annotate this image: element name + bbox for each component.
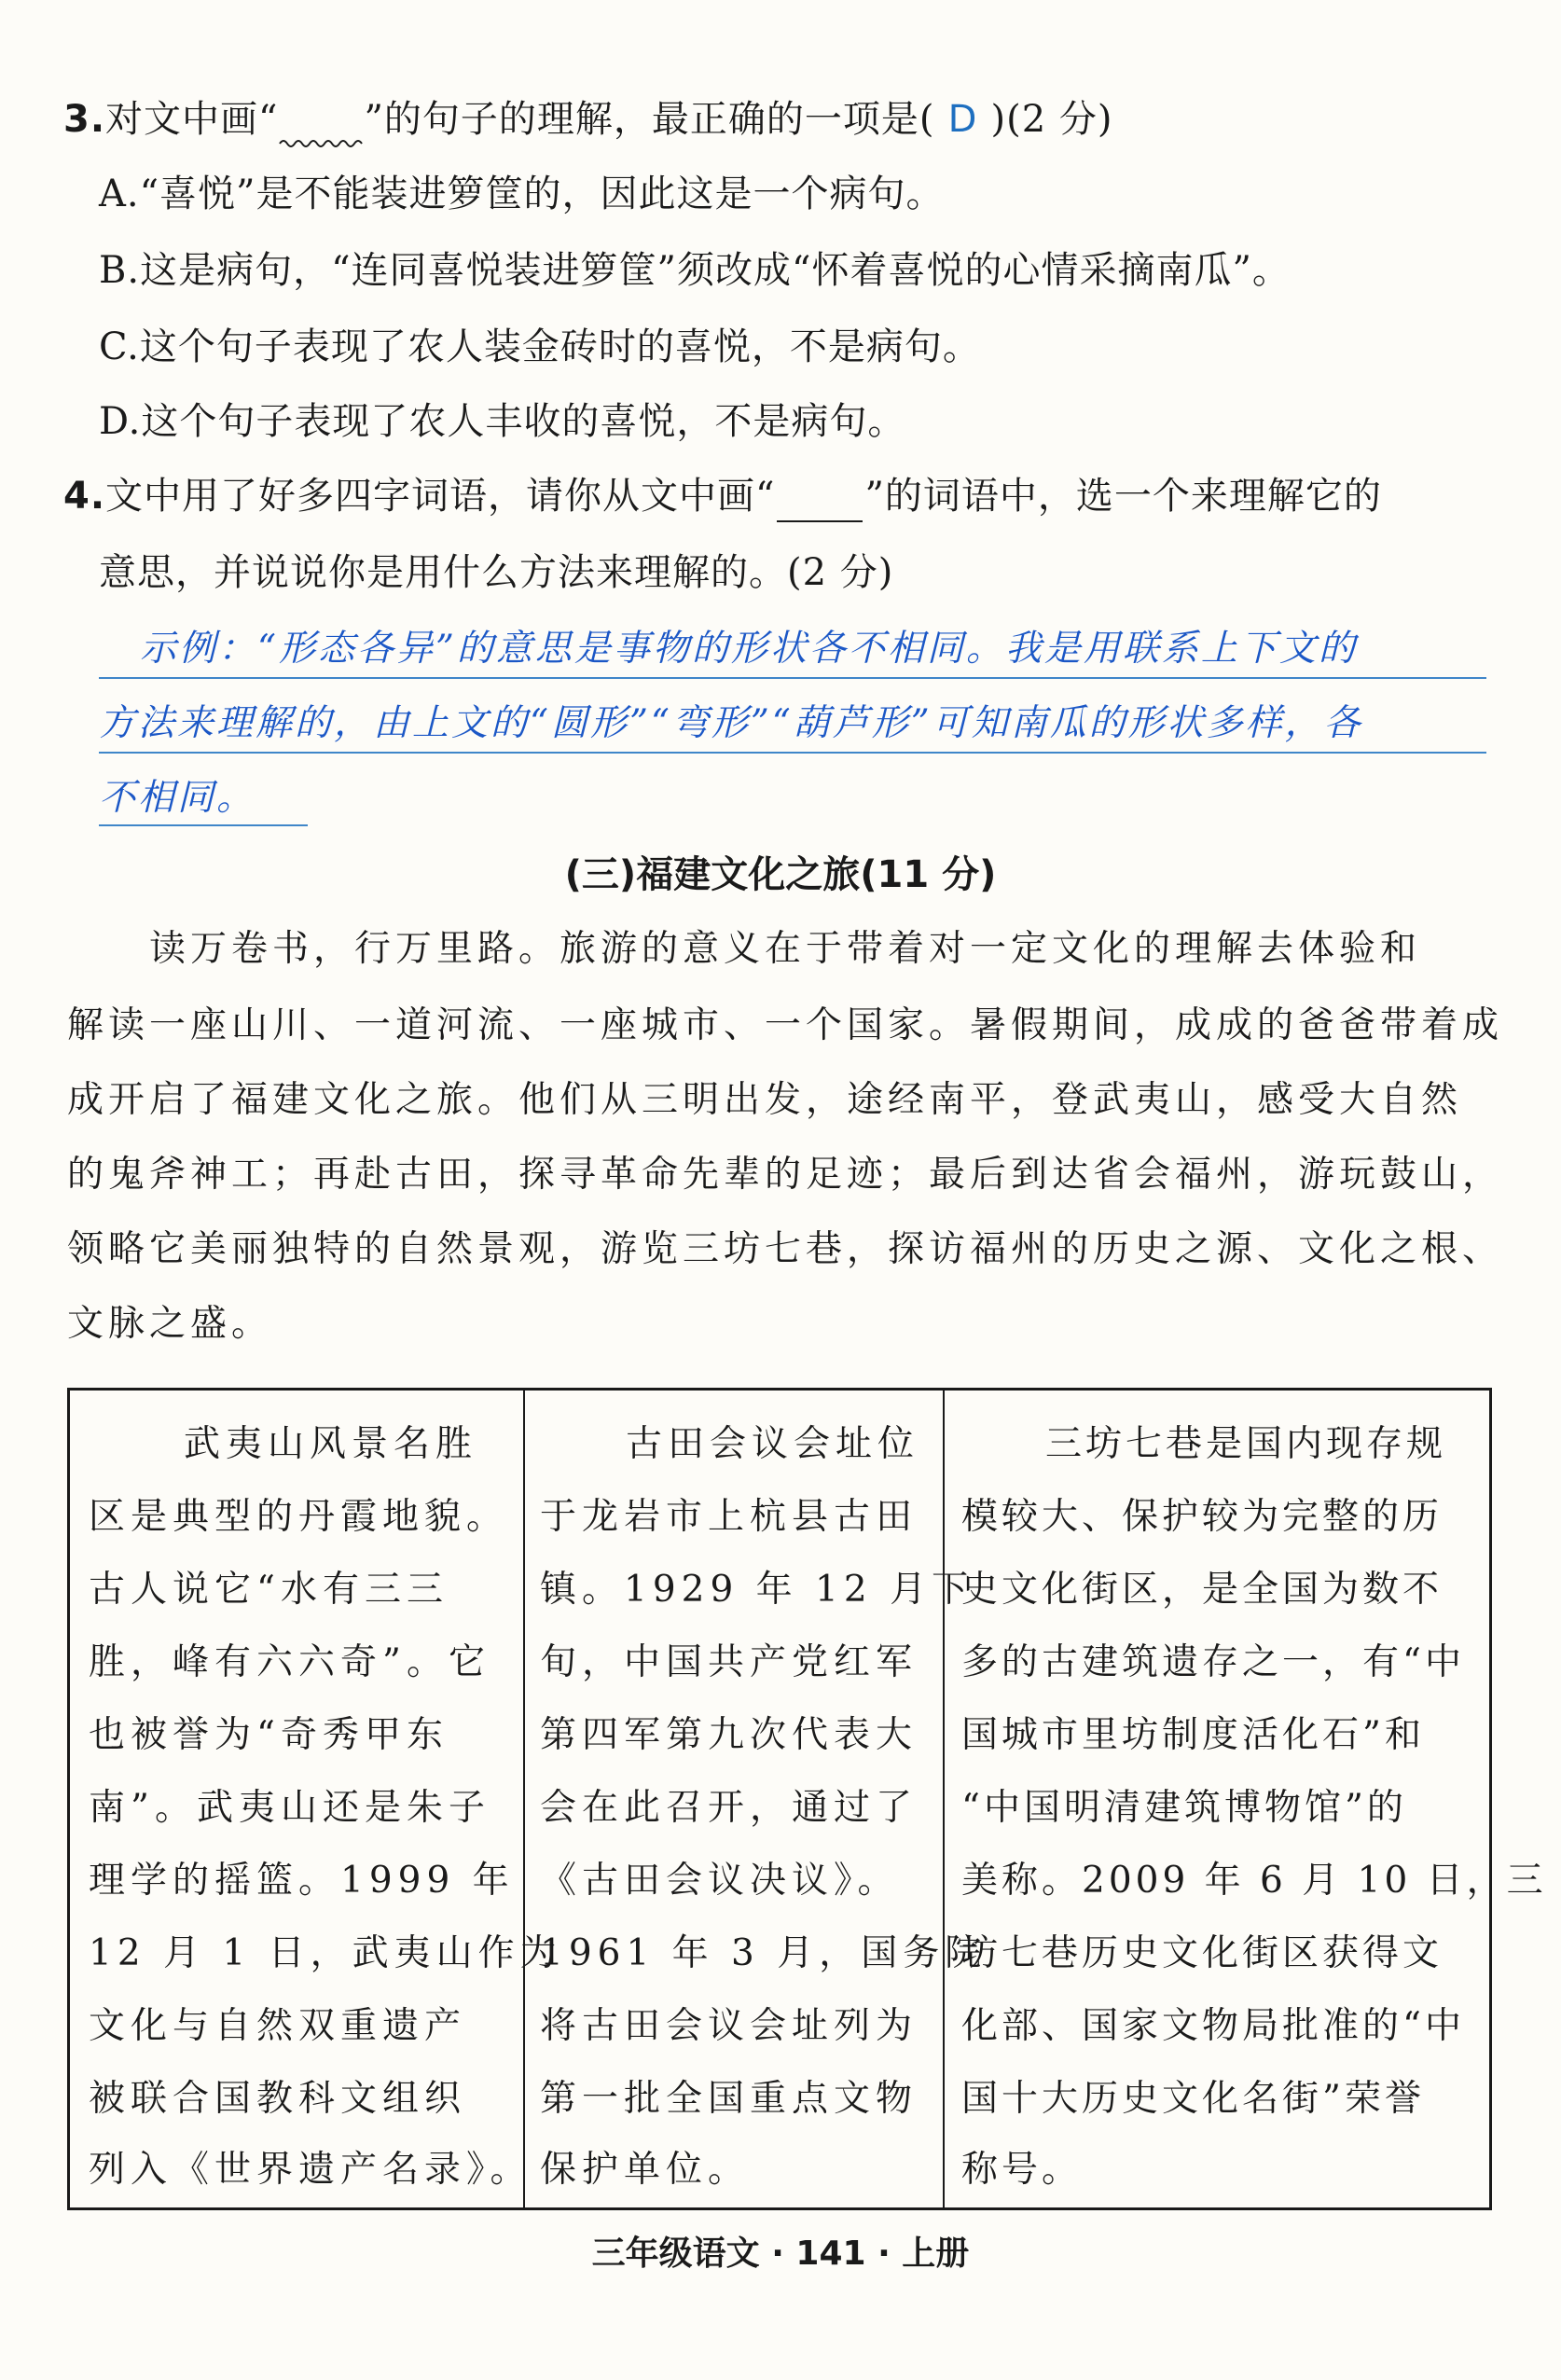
q4-underline-blank [777,485,863,522]
page-footer: 三年级语文 · 141 · 上册 [591,2235,970,2273]
sanfang-line: 三坊七巷是国内现存规 [1045,1423,1447,1465]
paragraph-line-6: 文脉之盛。 [67,1303,273,1345]
q4-stem-after: ”的词语中，选一个来理解它的 [864,475,1382,518]
q3-option-d: D.这个句子表现了农人丰收的喜悦，不是病句。 [99,400,906,443]
paragraph-line-5: 领略它美丽独特的自然景观，游览三坊七巷，探访福州的历史之源、文化之根、 [67,1228,1504,1270]
q3-option-a: A.“喜悦”是不能装进箩筐的，因此这是一个病句。 [99,173,945,215]
q4-answer-line-3: 不相同。 [99,777,256,819]
q3-stem-before: 对文中画“ [105,98,279,141]
wuyishan-line: 胜，峰有六六奇”。它 [89,1641,490,1683]
column-divider [523,1391,525,2207]
gutian-line: 第四军第九次代表大 [540,1714,919,1756]
sanfang-line: 化部、国家文物局批准的“中 [961,2005,1465,2047]
sanfang-line: 模较大、保护较为完整的历 [961,1496,1444,1538]
wuyishan-line: 古人说它“水有三三 [89,1569,449,1611]
gutian-line: 于龙岩市上杭县古田 [540,1496,919,1538]
q4-stem-line2: 意思，并说说你是用什么方法来理解的。(2 分) [99,551,894,594]
gutian-line: 1961 年 3 月，国务院 [540,1932,988,1974]
paragraph-line-3: 成开启了福建文化之旅。他们从三明出发，途经南平，登武夷山，感受大自然 [67,1079,1463,1121]
q4-stem-before: 文中用了好多四字词语，请你从文中画“ [105,475,776,518]
sanfang-line: 多的古建筑遗存之一，有“中 [961,1641,1465,1683]
answer-rule-1 [99,677,1486,679]
answer-rule-2 [99,752,1486,754]
gutian-line: 古田会议会址位 [626,1423,920,1465]
q4-number: 4. [63,475,106,518]
paragraph-line-4: 的鬼斧神工；再赴古田，探寻革命先辈的足迹；最后到达省会福州，游玩鼓山， [67,1154,1504,1196]
sanfang-line: “中国明清建筑博物馆”的 [961,1787,1407,1829]
q3-option-c: C.这个句子表现了农人装金砖时的喜悦，不是病句。 [99,325,981,368]
wuyishan-line: 理学的摇篮。1999 年 [89,1860,515,1902]
gutian-line: 将古田会议会址列为 [540,2005,919,2047]
q3-stem-after: ”的句子的理解，最正确的一项是( [364,98,935,141]
q3-option-b: B.这是病句，“连同喜悦装进箩筐”须改成“怀着喜悦的心情采摘南瓜”。 [99,249,1291,292]
gutian-line: 保护单位。 [540,2149,751,2191]
wuyishan-line: 武夷山风景名胜 [184,1423,478,1465]
gutian-line: 镇。1929 年 12 月下 [540,1569,974,1611]
paragraph-line-1: 读万卷书，行万里路。旅游的意义在于带着对一定文化的理解去体验和 [149,928,1422,970]
answer-rule-3 [99,824,308,826]
info-table [67,1388,1547,2210]
q3-answer: D [947,98,978,141]
wuyishan-line: 南”。武夷山还是朱子 [89,1787,490,1829]
sanfang-line: 史文化街区，是全国为数不 [961,1569,1444,1611]
wuyishan-line: 也被誉为“奇秀甲东 [89,1714,449,1756]
sanfang-line: 坊七巷历史文化街区获得文 [961,1932,1444,1974]
gutian-line: 旬，中国共产党红军 [540,1641,919,1683]
gutian-line: 《古田会议决议》。 [540,1860,900,1902]
q4-answer-line-2: 方法来理解的，由上文的“圆形”“弯形”“葫芦形”可知南瓜的形状多样，各 [99,702,1363,744]
sanfang-line: 国十大历史文化名街”荣誉 [961,2078,1425,2120]
q3-stem [63,93,1113,145]
q3-number: 3. [63,98,106,141]
gutian-line: 第一批全国重点文物 [540,2078,919,2120]
q3-wavy-blank [278,108,364,145]
sanfang-line: 美称。2009 年 6 月 10 日，三 [961,1860,1547,1902]
sanfang-line: 称号。 [961,2149,1083,2191]
wuyishan-line: 12 月 1 日，武夷山作为 [89,1932,562,1974]
column-divider [943,1391,945,2207]
wuyishan-line: 被联合国教科文组织 [89,2078,467,2120]
q4-stem [63,470,1382,522]
wuyishan-line: 列入《世界遗产名录》。 [89,2149,532,2191]
wuyishan-line: 文化与自然双重遗产 [89,2005,467,2047]
paragraph-line-2: 解读一座山川、一道河流、一座城市、一个国家。暑假期间，成成的爸爸带着成 [67,1004,1504,1046]
wuyishan-line: 区是典型的丹霞地貌。 [89,1496,509,1538]
sanfang-line: 国城市里坊制度活化石”和 [961,1714,1425,1756]
q3-stem-end: )(2 分) [990,98,1113,141]
gutian-line: 会在此召开，通过了 [540,1787,919,1829]
q4-answer-line-1: 示例：“形态各异”的意思是事物的形状各不相同。我是用联系上下文的 [140,628,1358,670]
section-title: (三)福建文化之旅(11 分) [564,853,997,896]
